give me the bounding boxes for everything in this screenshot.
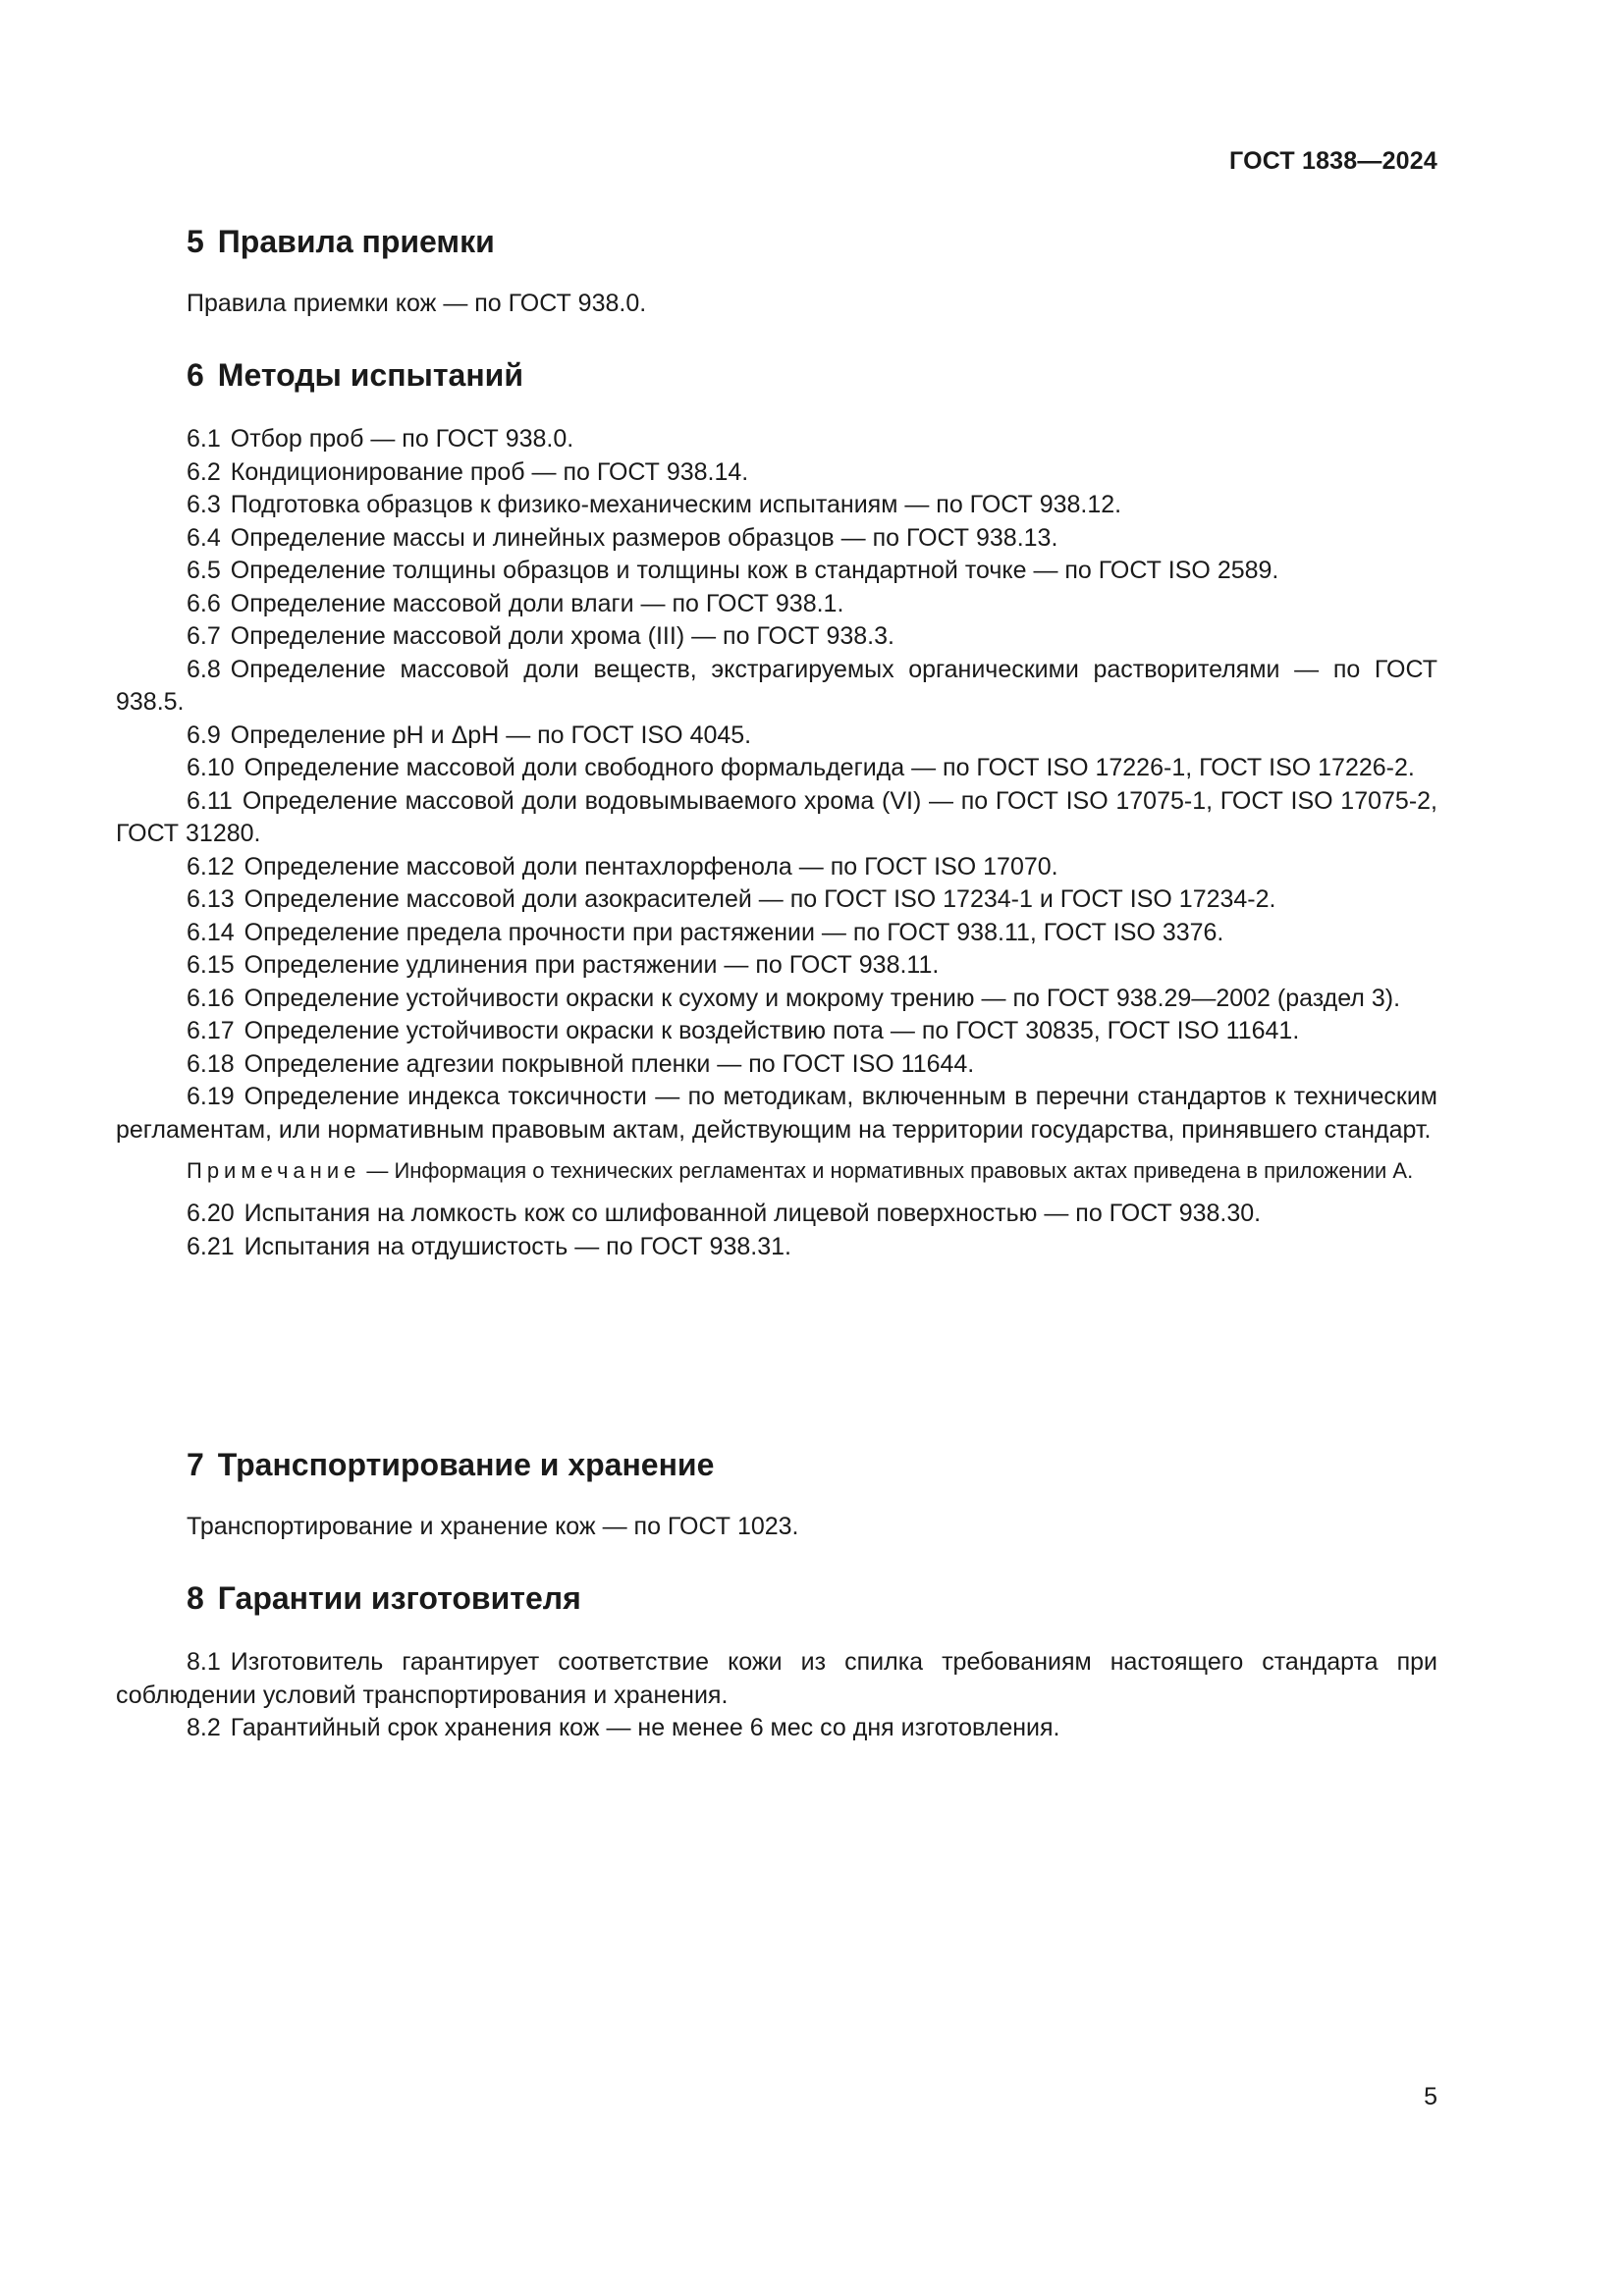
clause-6-9: 6.9 Определение pH и ΔpH — по ГОСТ ISO 4045.	[187, 721, 752, 749]
section-6-heading	[187, 357, 523, 394]
section-8-heading	[187, 1580, 581, 1617]
section-5-heading	[187, 224, 495, 260]
section-7-heading	[187, 1447, 714, 1483]
section-8-clauses	[116, 1646, 1437, 1745]
clause-6-5: 6.5 Определение толщины образцов и толщины кож в стандартной точке — по ГОСТ ISO 2589.	[187, 557, 1279, 584]
clause-6-19: 6.19 Определение индекса токсичности — по методикам, включенным в перечни стандартов к техническим регламентам, или нормативным правовым актам, действующим на территории государства, принявшего стандарт.	[116, 1083, 1437, 1144]
section-number: 7	[187, 1447, 204, 1482]
clause-8-1: 8.1 Изготовитель гарантирует соответствие кожи из спилка требованиям настоящего стандарта при соблюдении условий транспортирования и хранения.	[116, 1648, 1437, 1709]
clause-6-12: 6.12 Определение массовой доли пентахлорфенола — по ГОСТ ISO 17070.	[187, 852, 1058, 881]
section-5-text: Правила приемки кож — по ГОСТ 938.0.	[187, 290, 647, 317]
section-7-text: Транспортирование и хранение кож — по ГОСТ 1023.	[187, 1513, 799, 1540]
section-title: Методы испытаний	[217, 357, 523, 393]
clause-6-16: 6.16 Определение устойчивости окраски к сухому и мокрому трению — по ГОСТ 938.29—2002 (раздел 3).	[187, 984, 1401, 1012]
page-number: 5	[1424, 2083, 1437, 2110]
clause-6-18: 6.18 Определение адгезии покрывной пленки — по ГОСТ ISO 11644.	[187, 1049, 975, 1078]
clause-6-13: 6.13 Определение массовой доли азокрасителей — по ГОСТ ISO 17234-1 и ГОСТ ISO 17234-2.	[187, 885, 1276, 913]
clause-6-7: 6.7 Определение массовой доли хрома (III) — по ГОСТ 938.3.	[187, 622, 894, 650]
clause-6-21: 6.21 Испытания на отдушистость — по ГОСТ 938.31.	[187, 1232, 791, 1260]
document-page	[116, 0, 1437, 2296]
note	[116, 1156, 1437, 1186]
clause-6-8: 6.8 Определение массовой доли веществ, экстрагируемых органическими растворителями — по ГОСТ 938.5.	[116, 655, 1437, 716]
section-title: Правила приемки	[217, 224, 495, 259]
note-text: — Информация о технических регламентах и нормативных правовых актах приведена в приложении А.	[366, 1158, 1414, 1183]
note-label: Примечание	[187, 1158, 361, 1183]
clause-6-15: 6.15 Определение удлинения при растяжении — по ГОСТ 938.11.	[187, 951, 940, 979]
clause-6-2: 6.2 Кондиционирование проб — по ГОСТ 938.14.	[187, 457, 749, 486]
clause-6-6: 6.6 Определение массовой доли влаги — по ГОСТ 938.1.	[187, 589, 844, 617]
section-number: 6	[187, 357, 204, 393]
section-number: 5	[187, 224, 204, 259]
clause-8-2: 8.2 Гарантийный срок хранения кож — не менее 6 мес со дня изготовления.	[187, 1714, 1060, 1741]
section-number: 8	[187, 1580, 204, 1616]
document-id-header: ГОСТ 1838—2024	[1229, 147, 1437, 175]
clause-6-1: 6.1 Отбор проб — по ГОСТ 938.0.	[187, 425, 574, 453]
clause-6-17: 6.17 Определение устойчивости окраски к воздействию пота — по ГОСТ 30835, ГОСТ ISO 11641.	[187, 1017, 1300, 1044]
clause-6-11: 6.11 Определение массовой доли водовымываемого хрома (VI) — по ГОСТ ISO 17075-1, ГОСТ ISO 17075-2, ГОСТ 31280.	[116, 786, 1437, 847]
clause-6-3: 6.3 Подготовка образцов к физико-механическим испытаниям — по ГОСТ 938.12.	[187, 491, 1122, 518]
clause-6-4: 6.4 Определение массы и линейных размеров образцов — по ГОСТ 938.13.	[187, 523, 1058, 552]
section-title: Транспортирование и хранение	[217, 1447, 715, 1482]
section-title: Гарантии изготовителя	[217, 1580, 581, 1616]
clause-6-10: 6.10 Определение массовой доли свободного формальдегида — по ГОСТ ISO 17226-1, ГОСТ ISO 17226-2.	[187, 754, 1415, 781]
section-6-clauses	[116, 423, 1437, 1263]
clause-6-20: 6.20 Испытания на ломкость кож со шлифованной лицевой поверхностью — по ГОСТ 938.30.	[187, 1200, 1262, 1227]
clause-6-14: 6.14 Определение предела прочности при растяжении — по ГОСТ 938.11, ГОСТ ISO 3376.	[187, 918, 1224, 946]
